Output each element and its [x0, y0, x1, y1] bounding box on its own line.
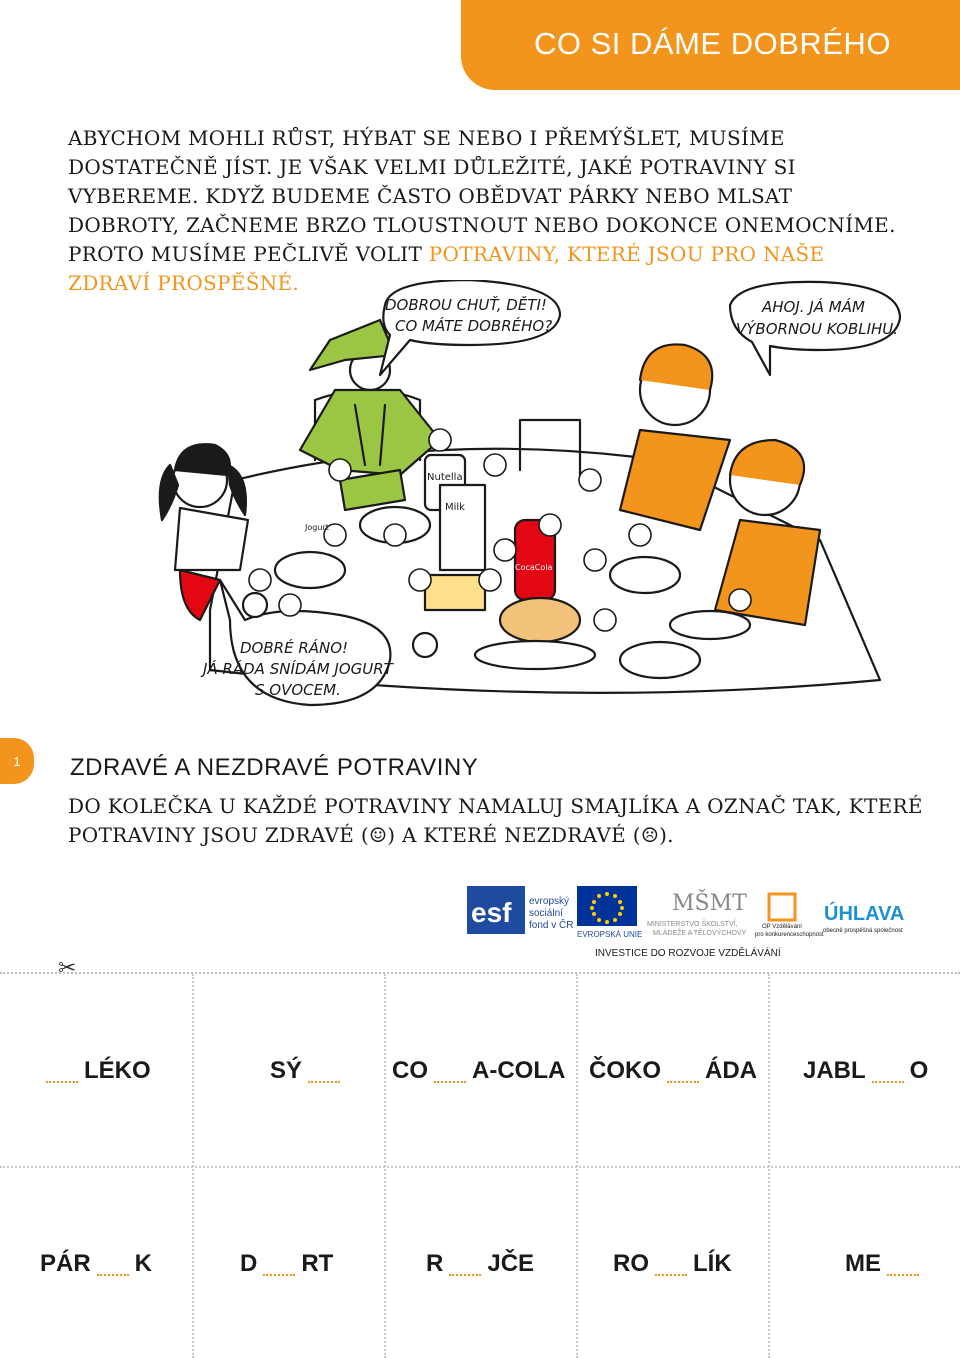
word-card-4[interactable]: ČOKO ÁDA: [589, 1057, 757, 1084]
instruction-part-2: ) A KTERÉ NEZDRAVÉ (: [387, 823, 641, 847]
msmt-logo: [647, 889, 747, 937]
blank-gap: [97, 1254, 129, 1276]
eu-flag-logo: [577, 886, 642, 939]
word-card-3[interactable]: CO A-COLA: [392, 1057, 566, 1084]
nutella-label: Nutella: [427, 472, 463, 483]
word-card-5[interactable]: JABL O: [803, 1057, 929, 1084]
svg-text:EVROPSKÁ UNIE: EVROPSKÁ UNIE: [577, 930, 643, 939]
intro-highlight: POTRAVINY, KTERÉ JSOU PRO NAŠE ZDRAVÍ PROSPĚŠNÉ.: [68, 242, 825, 295]
girl-speech-1: Dobré ráno!: [240, 639, 349, 657]
svg-text:MINISTERSTVO ŠKOLSTVÍ,: MINISTERSTVO ŠKOLSTVÍ,: [647, 921, 738, 928]
girl-speech-3: s ovocem.: [255, 681, 341, 699]
blank-gap: [263, 1254, 295, 1276]
instruction-text: [68, 792, 928, 850]
svg-text:esf: esf: [471, 897, 512, 928]
boy-speech-1: Ahoj. Já mám: [762, 298, 865, 316]
svg-text:pro konkurenceschopnost: pro konkurenceschopnost: [755, 932, 824, 938]
blank-gap: [887, 1254, 919, 1276]
milk-label: Milk: [445, 502, 465, 513]
boy-speech-2: výbornou koblihu.: [736, 320, 899, 338]
section-title: ZDRAVÉ A NEZDRAVÉ POTRAVINY: [70, 754, 479, 781]
esf-logo: [467, 886, 573, 934]
cocacola-label: CocaCola: [515, 563, 553, 572]
smile-icon: ☺: [368, 823, 388, 847]
section-number: 1: [0, 738, 34, 784]
page-title: CO SI DÁME DOBRÉHO: [534, 26, 891, 61]
word-card-6[interactable]: PÁR K: [40, 1250, 153, 1277]
op-logo: [755, 894, 824, 938]
word-cards-grid: [0, 974, 960, 1358]
word-card-7[interactable]: D RT: [240, 1250, 334, 1277]
blank-gap: [655, 1254, 687, 1276]
breakfast-table-illustration: [140, 280, 940, 730]
blank-gap: [308, 1061, 340, 1083]
word-card-8[interactable]: R JČE: [426, 1250, 535, 1277]
word-card-10[interactable]: ME: [845, 1250, 925, 1278]
word-card-2[interactable]: SÝ: [270, 1057, 346, 1085]
svg-text:obecně prospěšná společnost: obecně prospěšná společnost: [823, 928, 903, 934]
blank-gap: [872, 1061, 904, 1083]
instruction-part-1: DO KOLEČKA U KAŽDÉ POTRAVINY NAMALUJ SMAJLÍKA A OZNAČ TAK, KTERÉ POTRAVINY JSOU ZDRAVÉ (: [68, 794, 923, 847]
svg-text:MŠMT: MŠMT: [672, 891, 747, 916]
funding-logos: [467, 882, 917, 962]
intro-paragraph: [68, 124, 908, 298]
svg-text:OP Vzdělávání: OP Vzdělávání: [762, 924, 802, 930]
blank-gap: [434, 1061, 466, 1083]
svg-text:evropský: evropský: [529, 896, 570, 907]
word-card-9[interactable]: RO LÍK: [613, 1250, 732, 1277]
blank-gap: [667, 1061, 699, 1083]
elf-speech-2: Co máte dobrého?: [395, 317, 553, 335]
word-card-1[interactable]: LÉKO: [40, 1057, 151, 1085]
svg-text:MLÁDEŽE A TĚLOVÝCHOVY: MLÁDEŽE A TĚLOVÝCHOVY: [653, 930, 747, 937]
instruction-part-3: ).: [659, 823, 674, 847]
uhlava-logo: [823, 901, 904, 934]
frown-icon: ☹: [640, 823, 660, 847]
investice-caption: INVESTICE DO ROZVOJE VZDĚLÁVÁNÍ: [595, 948, 781, 959]
girl-speech-2: Já ráda snídám jogurt: [203, 660, 393, 678]
yogurt-label: Jogurt: [305, 523, 329, 532]
svg-text:sociální: sociální: [529, 908, 563, 919]
blank-gap: [449, 1254, 481, 1276]
intro-text: ABYCHOM MOHLI RŮST, HÝBAT SE NEBO I PŘEMÝŠLET, MUSÍME DOSTATEČNĚ JÍST. JE VŠAK VELMI DŮLEŽITÉ, JAKÉ POTRAVINY SI VYBEREME. KDYŽ BUDEME ČASTO OBĚDVAT PÁRKY NEBO MLSAT DOBROTY, ZAČNEME BRZO TLOUSTNOUT NEBO DOKONCE ONEMOCNÍME. PROTO MUSÍME PEČLIVĚ VOLIT: [68, 126, 896, 266]
scissors-icon: ✂: [58, 955, 77, 980]
svg-text:fond v ČR: fond v ČR: [529, 920, 574, 931]
svg-text:ÚHLAVA: ÚHLAVA: [824, 903, 905, 925]
blank-gap: [46, 1061, 78, 1083]
elf-speech-1: Dobrou chuť, děti!: [385, 296, 547, 314]
grid-divider: [0, 1166, 960, 1168]
